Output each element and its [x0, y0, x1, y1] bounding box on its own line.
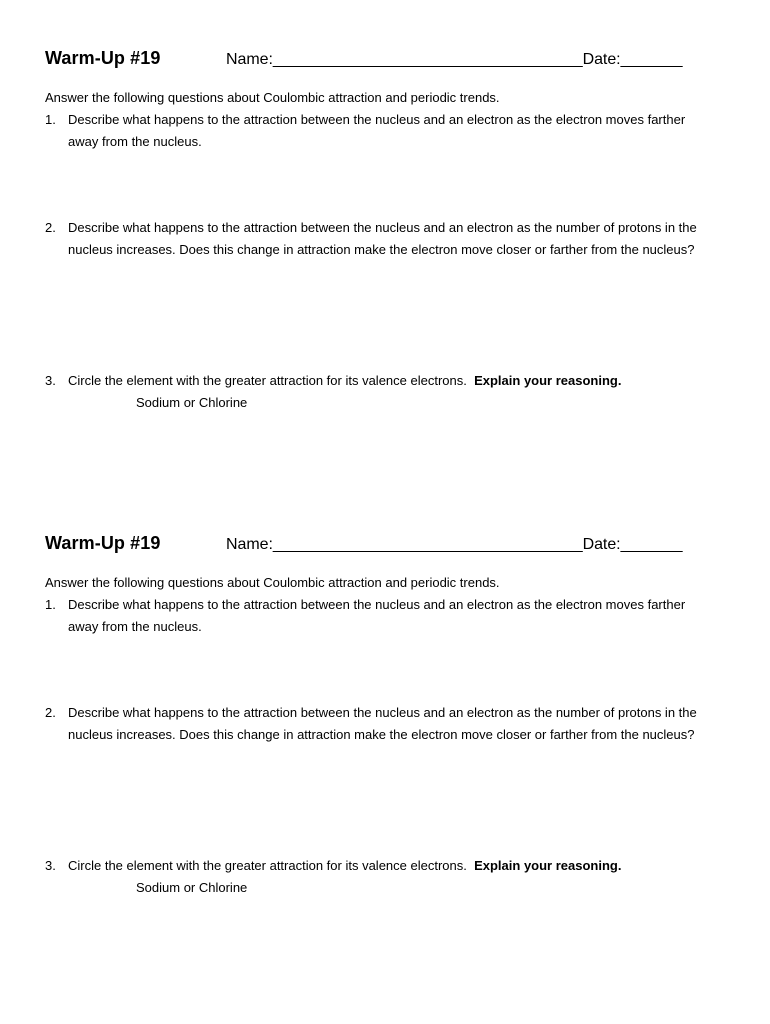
question-text: Circle the element with the greater attraction for its valence electrons. — [68, 858, 467, 873]
question-number: 3. — [45, 858, 56, 873]
name-date-line: Name:___________________________________Date:_______ — [226, 51, 683, 68]
question-number: 3. — [45, 373, 56, 388]
question-text-wrap — [68, 370, 708, 392]
question-1 — [45, 109, 705, 153]
question-text: Describe what happens to the attraction between the nucleus and an electron as the electron moves farther away from the nucleus. — [68, 597, 686, 634]
question-number: 1. — [45, 112, 56, 127]
name-date-line: Name:___________________________________Date:_______ — [226, 536, 683, 553]
question-number: 2. — [45, 220, 56, 235]
question-3 — [45, 370, 705, 392]
question-1 — [45, 594, 705, 638]
question-number: 1. — [45, 597, 56, 612]
worksheet-title: Warm-Up #19 — [45, 533, 161, 553]
question-text: Describe what happens to the attraction between the nucleus and an electron as the number of protons in the nucleus increases. Does this change in attraction make the electron move closer or farther from the nucleus? — [68, 705, 697, 742]
element-choices: Sodium or Chlorine — [136, 880, 248, 895]
question-text-wrap — [68, 855, 708, 877]
instructions: Answer the following questions about Coulombic attraction and periodic trends. — [45, 575, 500, 590]
element-choices: Sodium or Chlorine — [136, 395, 248, 410]
question-text: Describe what happens to the attraction between the nucleus and an electron as the electron moves farther away from the nucleus. — [68, 112, 686, 149]
worksheet-top — [0, 0, 770, 480]
question-2 — [45, 702, 705, 746]
question-text: Circle the element with the greater attraction for its valence electrons. — [68, 373, 467, 388]
worksheet-title: Warm-Up #19 — [45, 48, 161, 68]
question-3 — [45, 855, 705, 877]
instructions: Answer the following questions about Coulombic attraction and periodic trends. — [45, 90, 500, 105]
question-bold-instruction: Explain your reasoning. — [474, 858, 622, 873]
worksheet-bottom — [0, 485, 770, 965]
question-bold-instruction: Explain your reasoning. — [474, 373, 622, 388]
question-text: Describe what happens to the attraction between the nucleus and an electron as the number of protons in the nucleus increases. Does this change in attraction make the electron move closer or farther from the nucleus? — [68, 220, 697, 257]
question-2 — [45, 217, 705, 261]
question-number: 2. — [45, 705, 56, 720]
